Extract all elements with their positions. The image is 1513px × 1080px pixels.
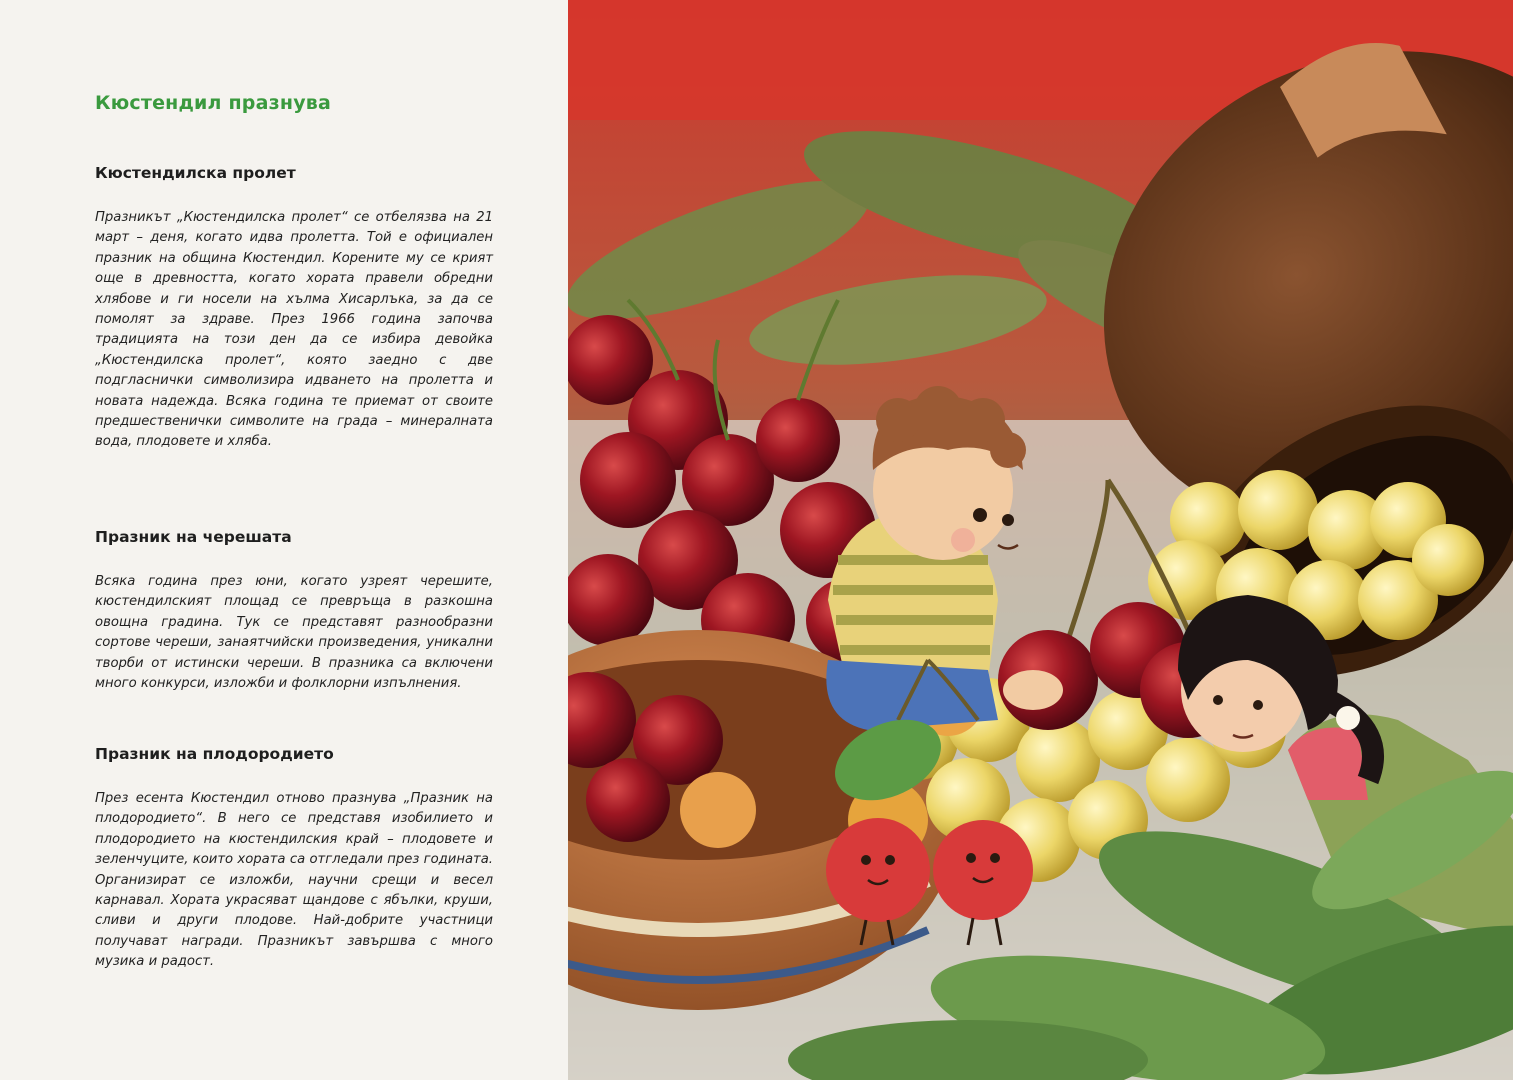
section-harvest-festival — [95, 745, 493, 973]
section-text: Празникът „Кюстендилска пролет“ се отбелязва на 21 март – деня, когато идва пролетта. Той е официален празник на община Кюстендил. Корените му се крият още в древността, когато хората правели обредни хлябове и ги носели на хълма Хисарлъка, за да се помолят за здраве. През 1966 година започва традицията на този ден да се избира девойка „Кюстендилска пролет“, която заедно с две подгласнички символизира идването на пролетта и новата надежда. Всяка година те приемат от своите предшественички символите на града – минералната вода, плодовете и хляба. — [95, 210, 493, 450]
section-heading: Кюстендилска пролет — [95, 164, 296, 182]
section-heading: Празник на черешата — [95, 528, 292, 546]
cherries-illustration — [568, 0, 1513, 1080]
text-page — [0, 0, 568, 1080]
section-heading: Празник на плодородието — [95, 745, 334, 763]
section-text: През есента Кюстендил отново празнува „Празник на плодородието“. В него се представя изобилието и плодородието на кюстендилския край – плодовете и зеленчуците, които хората са отгледали през годината. Организират се изложби, научни срещи и весел карнавал. Хората украсяват щандове с ябълки, круши, сливи и други плодове. Най-добрите участници получават награди. Празникът завършва с много музика и радост. — [95, 791, 493, 970]
page-title: Кюстендил празнува — [95, 92, 332, 114]
section-kyustendil-spring — [95, 164, 493, 453]
section-cherry-festival — [95, 528, 493, 694]
section-text: Всяка година през юни, когато узреят черешите, кюстендилският площад се превръща в разкошна овощна градина. Тук се представят разнообразни сортове череши, занаятчийски произведения, уникални творби от истински череши. В празника са включени много конкурси, изложби и фолклорни изпълнения. — [95, 574, 493, 692]
